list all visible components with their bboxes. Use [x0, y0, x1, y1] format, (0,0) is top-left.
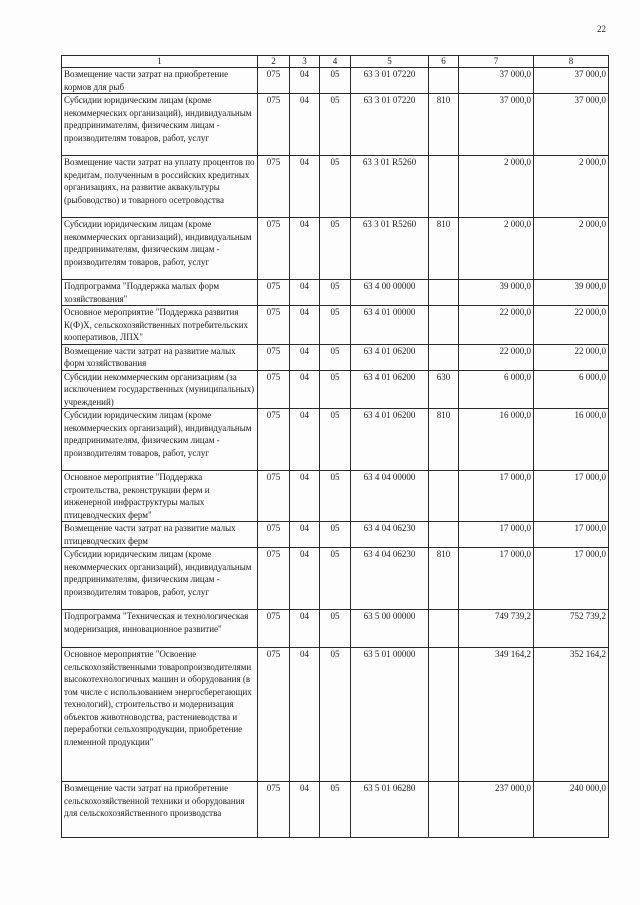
header-cell: 4 — [320, 56, 351, 68]
amount-year1-cell: 749 739,2 — [459, 610, 534, 648]
subsection-cell: 05 — [320, 471, 351, 522]
ministry-code-cell: 075 — [258, 306, 290, 345]
table-row — [62, 782, 609, 838]
expense-type-cell — [429, 471, 459, 522]
subsection-cell: 05 — [320, 344, 351, 370]
section-cell: 04 — [290, 218, 320, 280]
section-cell: 04 — [290, 280, 320, 306]
amount-year1-cell: 6 000,0 — [459, 370, 534, 409]
ministry-code-cell: 075 — [258, 548, 290, 610]
section-cell: 04 — [290, 648, 320, 782]
amount-year2-cell: 2 000,0 — [534, 156, 609, 218]
amount-year1-cell: 2 000,0 — [459, 218, 534, 280]
table-row — [62, 409, 609, 471]
expense-type-cell: 630 — [429, 370, 459, 409]
table-row — [62, 648, 609, 782]
target-article-cell: 63 5 01 00000 — [351, 648, 429, 782]
section-cell: 04 — [290, 344, 320, 370]
amount-year2-cell: 22 000,0 — [534, 306, 609, 345]
subsection-cell: 05 — [320, 522, 351, 548]
amount-year2-cell: 17 000,0 — [534, 548, 609, 610]
ministry-code-cell: 075 — [258, 471, 290, 522]
target-article-cell: 63 4 01 00000 — [351, 306, 429, 345]
expense-type-cell — [429, 648, 459, 782]
section-cell: 04 — [290, 548, 320, 610]
ministry-code-cell: 075 — [258, 522, 290, 548]
table-row — [62, 94, 609, 156]
amount-year2-cell: 752 739,2 — [534, 610, 609, 648]
amount-year2-cell: 17 000,0 — [534, 471, 609, 522]
amount-year2-cell: 2 000,0 — [534, 218, 609, 280]
amount-year2-cell: 16 000,0 — [534, 409, 609, 471]
row-name-cell: Субсидии юридическим лицам (кроме некоммерческих организаций), индивидуальным предпринимателям, физическим лицам - производителям товаров, работ, услуг — [62, 94, 258, 156]
amount-year1-cell: 37 000,0 — [459, 68, 534, 94]
target-article-cell: 63 5 00 00000 — [351, 610, 429, 648]
amount-year2-cell: 22 000,0 — [534, 344, 609, 370]
row-name-cell: Субсидии юридическим лицам (кроме некоммерческих организаций), индивидуальным предпринимателям, физическим лицам - производителям товаров, работ, услуг — [62, 409, 258, 471]
table-header-row — [62, 56, 609, 68]
target-article-cell: 63 4 01 06200 — [351, 409, 429, 471]
row-name-cell: Возмещение части затрат на развитие малых форм хозяйствования — [62, 344, 258, 370]
target-article-cell: 63 4 04 00000 — [351, 471, 429, 522]
subsection-cell: 05 — [320, 648, 351, 782]
ministry-code-cell: 075 — [258, 68, 290, 94]
expense-type-cell — [429, 522, 459, 548]
expense-type-cell: 810 — [429, 548, 459, 610]
row-name-cell: Субсидии некоммерческим организациям (за исключением государственных (муниципальных) учреждений) — [62, 370, 258, 409]
header-cell: 5 — [351, 56, 429, 68]
amount-year1-cell: 2 000,0 — [459, 156, 534, 218]
page-number: 22 — [597, 24, 606, 34]
header-cell: 7 — [459, 56, 534, 68]
subsection-cell: 05 — [320, 782, 351, 838]
amount-year1-cell: 349 164,2 — [459, 648, 534, 782]
ministry-code-cell: 075 — [258, 218, 290, 280]
amount-year2-cell: 240 000,0 — [534, 782, 609, 838]
section-cell: 04 — [290, 409, 320, 471]
ministry-code-cell: 075 — [258, 648, 290, 782]
expense-type-cell — [429, 610, 459, 648]
target-article-cell: 63 4 04 06230 — [351, 522, 429, 548]
row-name-cell: Возмещение части затрат на приобретение сельскохозяйственной техники и оборудования для сельскохозяйственного производства — [62, 782, 258, 838]
subsection-cell: 05 — [320, 156, 351, 218]
table-row — [62, 218, 609, 280]
amount-year1-cell: 22 000,0 — [459, 344, 534, 370]
amount-year2-cell: 6 000,0 — [534, 370, 609, 409]
section-cell: 04 — [290, 370, 320, 409]
row-name-cell: Возмещение части затрат на уплату процентов по кредитам, полученным в российских кредитных организациях, на развитие аквакультуры (рыбоводство) и товарного осетроводства — [62, 156, 258, 218]
table-row — [62, 156, 609, 218]
amount-year1-cell: 37 000,0 — [459, 94, 534, 156]
section-cell: 04 — [290, 68, 320, 94]
header-cell: 1 — [62, 56, 258, 68]
subsection-cell: 05 — [320, 548, 351, 610]
expense-type-cell: 810 — [429, 94, 459, 156]
target-article-cell: 63 4 00 00000 — [351, 280, 429, 306]
target-article-cell: 63 4 04 06230 — [351, 548, 429, 610]
expense-type-cell — [429, 156, 459, 218]
target-article-cell: 63 4 01 06200 — [351, 344, 429, 370]
amount-year2-cell: 37 000,0 — [534, 94, 609, 156]
expense-type-cell: 810 — [429, 409, 459, 471]
target-article-cell: 63 3 01 R5260 — [351, 218, 429, 280]
section-cell: 04 — [290, 522, 320, 548]
table-row — [62, 471, 609, 522]
amount-year2-cell: 17 000,0 — [534, 522, 609, 548]
ministry-code-cell: 075 — [258, 370, 290, 409]
subsection-cell: 05 — [320, 610, 351, 648]
section-cell: 04 — [290, 610, 320, 648]
header-cell: 8 — [534, 56, 609, 68]
row-name-cell: Основное мероприятие "Освоение сельскохозяйственными товаропроизводителями высокотехнологичных машин и оборудования (в том числе с использованием энергосберегающих технологий), строительство и модернизация объектов животноводства, растениеводства и переработки сельхозпродукции, приобретение племенной продукции" — [62, 648, 258, 782]
row-name-cell: Основное мероприятие "Поддержка строительства, реконструкции ферм и инженерной инфраструктуры малых птицеводческих ферм" — [62, 471, 258, 522]
section-cell: 04 — [290, 306, 320, 345]
section-cell: 04 — [290, 156, 320, 218]
expense-type-cell — [429, 68, 459, 94]
ministry-code-cell: 075 — [258, 782, 290, 838]
row-name-cell: Подпрограмма "Техническая и технологическая модернизация, инновационное развитие" — [62, 610, 258, 648]
row-name-cell: Возмещение части затрат на приобретение кормов для рыб — [62, 68, 258, 94]
amount-year1-cell: 39 000,0 — [459, 280, 534, 306]
ministry-code-cell: 075 — [258, 94, 290, 156]
target-article-cell: 63 3 01 07220 — [351, 68, 429, 94]
subsection-cell: 05 — [320, 370, 351, 409]
header-cell: 6 — [429, 56, 459, 68]
expense-type-cell: 810 — [429, 218, 459, 280]
ministry-code-cell: 075 — [258, 156, 290, 218]
section-cell: 04 — [290, 782, 320, 838]
ministry-code-cell: 075 — [258, 280, 290, 306]
amount-year1-cell: 17 000,0 — [459, 522, 534, 548]
table-row — [62, 610, 609, 648]
amount-year2-cell: 37 000,0 — [534, 68, 609, 94]
subsection-cell: 05 — [320, 306, 351, 345]
subsection-cell: 05 — [320, 218, 351, 280]
subsection-cell: 05 — [320, 280, 351, 306]
expense-type-cell — [429, 782, 459, 838]
table-row — [62, 344, 609, 370]
amount-year1-cell: 17 000,0 — [459, 548, 534, 610]
table-row — [62, 280, 609, 306]
row-name-cell: Субсидии юридическим лицам (кроме некоммерческих организаций), индивидуальным предпринимателям, физическим лицам - производителям товаров, работ, услуг — [62, 548, 258, 610]
subsection-cell: 05 — [320, 409, 351, 471]
table-row — [62, 68, 609, 94]
target-article-cell: 63 3 01 R5260 — [351, 156, 429, 218]
row-name-cell: Основное мероприятие "Поддержка развития К(Ф)Х, сельскохозяйственных потребительских кооперативов, ЛПХ" — [62, 306, 258, 345]
header-cell: 2 — [258, 56, 290, 68]
row-name-cell: Субсидии юридическим лицам (кроме некоммерческих организаций), индивидуальным предпринимателям, физическим лицам - производителям товаров, работ, услуг — [62, 218, 258, 280]
expense-type-cell — [429, 306, 459, 345]
header-cell: 3 — [290, 56, 320, 68]
amount-year1-cell: 22 000,0 — [459, 306, 534, 345]
target-article-cell: 63 3 01 07220 — [351, 94, 429, 156]
amount-year2-cell: 352 164,2 — [534, 648, 609, 782]
subsection-cell: 05 — [320, 94, 351, 156]
budget-table — [61, 55, 609, 838]
row-name-cell: Возмещение части затрат на развитие малых птицеводческих ферм — [62, 522, 258, 548]
ministry-code-cell: 075 — [258, 610, 290, 648]
section-cell: 04 — [290, 94, 320, 156]
table-row — [62, 306, 609, 345]
amount-year1-cell: 16 000,0 — [459, 409, 534, 471]
amount-year2-cell: 39 000,0 — [534, 280, 609, 306]
table-row — [62, 522, 609, 548]
table-row — [62, 548, 609, 610]
expense-type-cell — [429, 280, 459, 306]
subsection-cell: 05 — [320, 68, 351, 94]
ministry-code-cell: 075 — [258, 409, 290, 471]
target-article-cell: 63 5 01 06280 — [351, 782, 429, 838]
row-name-cell: Подпрограмма "Поддержка малых форм хозяйствования" — [62, 280, 258, 306]
table-row — [62, 370, 609, 409]
amount-year1-cell: 17 000,0 — [459, 471, 534, 522]
ministry-code-cell: 075 — [258, 344, 290, 370]
target-article-cell: 63 4 01 06200 — [351, 370, 429, 409]
expense-type-cell — [429, 344, 459, 370]
section-cell: 04 — [290, 471, 320, 522]
amount-year1-cell: 237 000,0 — [459, 782, 534, 838]
